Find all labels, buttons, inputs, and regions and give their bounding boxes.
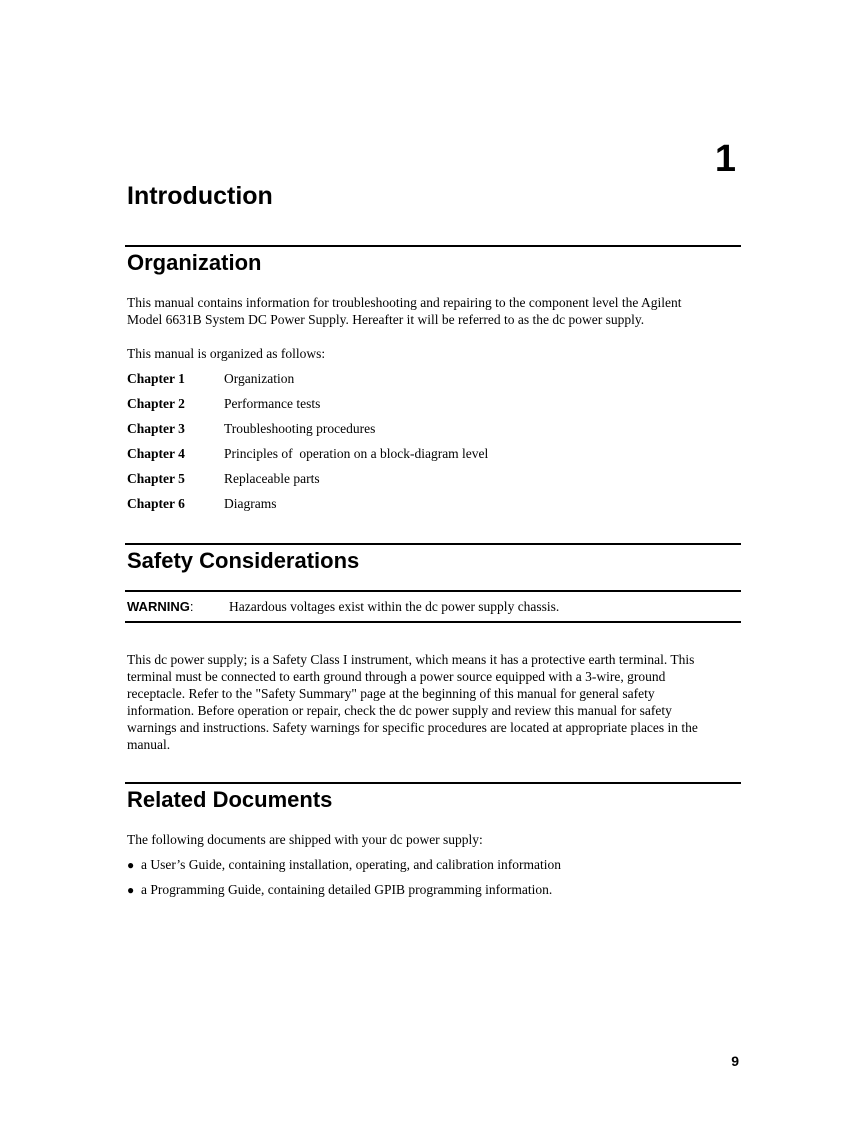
bullet-icon: ●: [127, 858, 135, 872]
chapter-description: Diagrams: [224, 496, 277, 511]
safety-line-3: receptacle. Refer to the "Safety Summary" page at the beginning of this manual for general safety: [127, 686, 655, 701]
related-intro: The following documents are shipped with your dc power supply:: [127, 832, 483, 847]
organization-intro-line-1: This manual contains information for troubleshooting and repairing to the component level the Agilent: [127, 295, 682, 310]
chapter-description: Organization: [224, 371, 295, 386]
organized-as-text: This manual is organized as follows:: [127, 346, 326, 361]
safety-line-1: This dc power supply; is a Safety Class I instrument, which means it has a protective earth terminal. This: [127, 652, 695, 667]
bullet-icon: ●: [127, 883, 135, 897]
chapter-list-item: [127, 470, 320, 490]
organization-heading: Organization: [127, 250, 262, 275]
chapter-label: Chapter 1: [127, 371, 185, 386]
section-divider: [125, 782, 741, 784]
list-item: [127, 881, 552, 899]
chapter-description: Replaceable parts: [224, 471, 320, 486]
warning-colon: :: [189, 599, 194, 614]
safety-line-6: manual.: [127, 737, 171, 752]
chapter-label: Chapter 5: [127, 471, 185, 486]
list-item-text: a User’s Guide, containing installation, operating, and calibration information: [141, 857, 562, 872]
safety-line-4: information. Before operation or repair, check the dc power supply and review this manual for safety: [127, 703, 672, 718]
safety-line-5: warnings and instructions. Safety warnings for specific procedures are located at appropriate places in the: [127, 720, 698, 735]
section-divider: [125, 245, 741, 247]
section-divider: [125, 543, 741, 545]
warning-label-text: WARNING: [127, 599, 190, 614]
chapter-list-item: [127, 495, 276, 515]
organization-intro-line-2: Model 6631B System DC Power Supply. Hereafter it will be referred to as the dc power supply.: [127, 312, 645, 327]
warning-bottom-rule: [125, 621, 741, 623]
safety-heading: Safety Considerations: [127, 548, 360, 573]
chapter-number: 1: [714, 138, 736, 180]
chapter-label: Chapter 2: [127, 396, 185, 411]
chapter-list-item: [127, 395, 320, 415]
chapter-title: Introduction: [127, 182, 273, 210]
chapter-description: Troubleshooting procedures: [224, 421, 376, 436]
chapter-label: Chapter 4: [127, 446, 185, 461]
related-documents-heading: Related Documents: [127, 787, 333, 812]
chapter-label: Chapter 3: [127, 421, 185, 436]
list-item-text: a Programming Guide, containing detailed GPIB programming information.: [141, 882, 553, 897]
chapter-label: Chapter 6: [127, 496, 185, 511]
chapter-list-item: [127, 370, 294, 390]
chapter-description: Performance tests: [224, 396, 321, 411]
warning-box: [127, 598, 559, 615]
chapter-list-item: [127, 445, 488, 465]
warning-top-rule: [125, 590, 741, 592]
list-item: [127, 856, 561, 874]
safety-line-2: terminal must be connected to earth ground through a power source equipped with a 3-wire, ground: [127, 669, 666, 684]
chapter-description: Principles of operation on a block-diagram level: [224, 446, 489, 461]
warning-text: Hazardous voltages exist within the dc power supply chassis.: [229, 599, 560, 614]
page-number: 9: [731, 1053, 739, 1069]
warning-label: [127, 599, 229, 614]
chapter-list-item: [127, 420, 375, 440]
